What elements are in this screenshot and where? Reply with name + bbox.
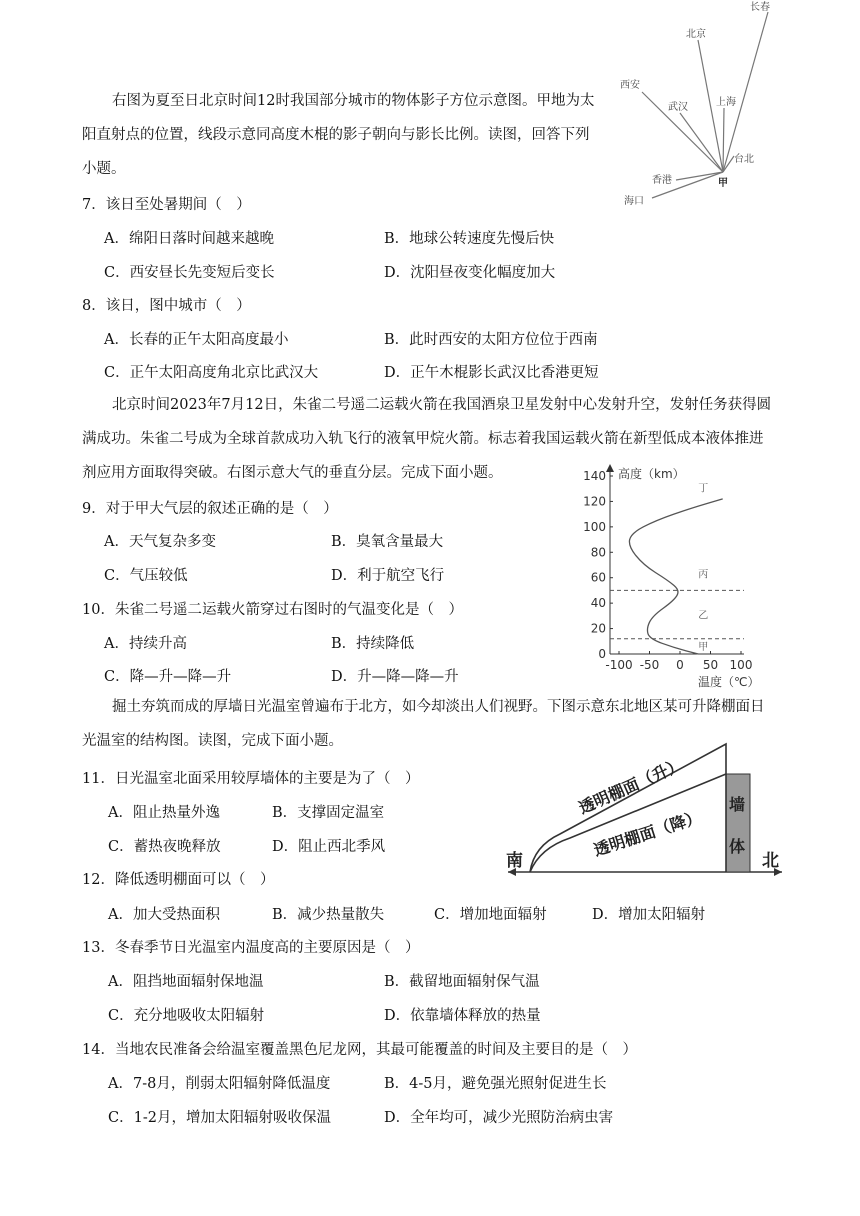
greenhouse-diagram [500, 738, 790, 883]
q11-option-d[interactable]: D．阻止西北季风 [272, 839, 386, 855]
y-axis-title: 高度（km） [618, 467, 685, 481]
shadow-map [612, 0, 782, 215]
label-north: 北 [762, 851, 779, 871]
q9-stem: 9．对于甲大气层的叙述正确的是（ ） [82, 501, 338, 517]
y-axis-arrow [606, 464, 614, 472]
q7-option-a[interactable]: A．绵阳日落时间越来越晚 [104, 231, 274, 247]
passage-2: 北京时间2023年7月12日，朱雀二号遥二运载火箭在我国酒泉卫星发射中心发射升空，发射任务获得圆满成功。朱雀二号成为全球首款成功入轨飞行的液氧甲烷火箭。标志着我国运载火箭在新型低成本液体推进剂应用方面取得突破。右图示意大气的垂直分层。完成下面小题。 [82, 397, 772, 481]
y-tick-label: 60 [590, 570, 606, 585]
y-tick-label: 120 [583, 494, 606, 509]
y-tick-label: 40 [590, 596, 606, 611]
q7-option-b[interactable]: B．地球公转速度先慢后快 [384, 231, 555, 247]
layer-label: 丙 [698, 569, 709, 581]
wall [726, 774, 750, 872]
passage-3: 掘土夯筑而成的厚墙日光温室曾遍布于北方，如今却淡出人们视野。下图示意东北地区某可升降棚面日光温室的结构图。读图，完成下面小题。 [82, 699, 765, 749]
q13-option-b[interactable]: B．截留地面辐射保气温 [384, 974, 540, 990]
x-axis-title: 温度（℃） [698, 675, 760, 689]
q11-option-b[interactable]: B．支撑固定温室 [272, 805, 385, 821]
q12-option-a[interactable]: A．加大受热面积 [108, 907, 220, 923]
q11-option-a[interactable]: A．阻止热量外逸 [108, 805, 220, 821]
q10-option-a[interactable]: A．持续升高 [104, 636, 187, 652]
label-hongkong: 香港 [652, 175, 672, 186]
layer-label: 甲 [698, 642, 709, 654]
shadow-wuhan [680, 113, 723, 172]
y-tick-label: 140 [583, 469, 606, 483]
q11-stem: 11．日光温室北面采用较厚墙体的主要是为了（ ） [82, 771, 420, 787]
label-beijing: 北京 [686, 29, 706, 40]
passage-1: 右图为夏至日北京时间12时我国部分城市的物体影子方位示意图。甲地为太阳直射点的位置，线段示意同高度木棍的影子朝向与影长比例。读图，回答下列小题。 [82, 93, 595, 177]
label-roof-down: 透明棚面（降） [591, 807, 704, 860]
q9-option-c[interactable]: C．气压较低 [104, 568, 188, 584]
y-tick-label: 20 [590, 621, 606, 636]
label-south: 南 [506, 851, 523, 871]
x-tick-label: 100 [729, 658, 753, 672]
q9-option-d[interactable]: D．利于航空飞行 [331, 568, 445, 584]
shadow-shanghai [723, 108, 724, 172]
label-xian: 西安 [620, 80, 640, 91]
layer-label: 乙 [698, 610, 709, 622]
q10-option-b[interactable]: B．持续降低 [331, 636, 415, 652]
shadow-changchun [723, 12, 768, 172]
label-shanghai: 上海 [716, 97, 736, 108]
q8-option-b[interactable]: B．此时西安的太阳方位位于西南 [384, 332, 598, 348]
label-wall-2: 体 [729, 837, 746, 856]
x-tick-label: 50 [702, 658, 719, 672]
q8-option-a[interactable]: A．长春的正午太阳高度最小 [104, 332, 289, 348]
x-tick-label: -100 [605, 658, 633, 672]
atmosphere-chart [572, 462, 792, 694]
q13-stem: 13．冬春季节日光温室内温度高的主要原因是（ ） [82, 940, 420, 956]
x-tick-label: 0 [676, 658, 684, 672]
q14-option-b[interactable]: B．4-5月，避免强光照射促进生长 [384, 1076, 607, 1092]
q10-stem: 10．朱雀二号遥二运载火箭穿过右图时的气温变化是（ ） [82, 602, 463, 618]
label-taipei: 台北 [734, 154, 754, 165]
q7-stem: 7．该日至处暑期间（ ） [82, 197, 251, 213]
q8-option-c[interactable]: C．正午太阳高度角北京比武汉大 [104, 365, 319, 381]
temperature-curve [629, 499, 722, 654]
q12-option-d[interactable]: D．增加太阳辐射 [592, 907, 706, 923]
label-wuhan: 武汉 [668, 102, 688, 113]
q12-option-b[interactable]: B．减少热量散失 [272, 907, 385, 923]
q8-stem: 8．该日，图中城市（ ） [82, 298, 251, 314]
label-roof-up: 透明棚面（升） [575, 754, 686, 818]
q10-option-c[interactable]: C．降—升—降—升 [104, 669, 232, 685]
y-tick-label: 0 [598, 647, 606, 661]
q14-option-a[interactable]: A．7-8月，削弱太阳辐射降低温度 [108, 1076, 331, 1092]
q7-option-d[interactable]: D．沈阳昼夜变化幅度加大 [384, 265, 556, 281]
y-tick-label: 100 [583, 519, 606, 534]
shadow-hongkong [676, 172, 723, 180]
label-haikou: 海口 [624, 196, 644, 207]
q14-option-d[interactable]: D．全年均可，减少光照防治病虫害 [384, 1110, 614, 1126]
q13-option-d[interactable]: D．依靠墙体释放的热量 [384, 1008, 541, 1024]
q12-stem: 12．降低透明棚面可以（ ） [82, 872, 275, 888]
q14-option-c[interactable]: C．1-2月，增加太阳辐射吸收保温 [108, 1110, 331, 1126]
q14-stem: 14．当地农民准备会给温室覆盖黑色尼龙网，其最可能覆盖的时间及主要目的是（ ） [82, 1042, 637, 1058]
y-tick-label: 80 [590, 545, 606, 560]
label-wall-1: 墙 [729, 795, 746, 814]
label-jia: 甲 [718, 178, 728, 189]
label-changchun: 长春 [750, 2, 770, 13]
x-tick-label: -50 [639, 658, 660, 672]
q7-option-c[interactable]: C．西安昼长先变短后变长 [104, 265, 275, 281]
q9-option-a[interactable]: A．天气复杂多变 [104, 534, 216, 550]
q13-option-c[interactable]: C．充分地吸收太阳辐射 [108, 1008, 265, 1024]
layer-label: 丁 [698, 483, 709, 495]
q11-option-c[interactable]: C．蓄热夜晚释放 [108, 839, 221, 855]
q8-option-d[interactable]: D．正午木棍影长武汉比香港更短 [384, 365, 599, 381]
q12-option-c[interactable]: C．增加地面辐射 [434, 907, 547, 923]
q10-option-d[interactable]: D．升—降—降—升 [331, 669, 459, 685]
q13-option-a[interactable]: A．阻挡地面辐射保地温 [108, 974, 264, 990]
q9-option-b[interactable]: B．臭氧含量最大 [331, 534, 444, 550]
